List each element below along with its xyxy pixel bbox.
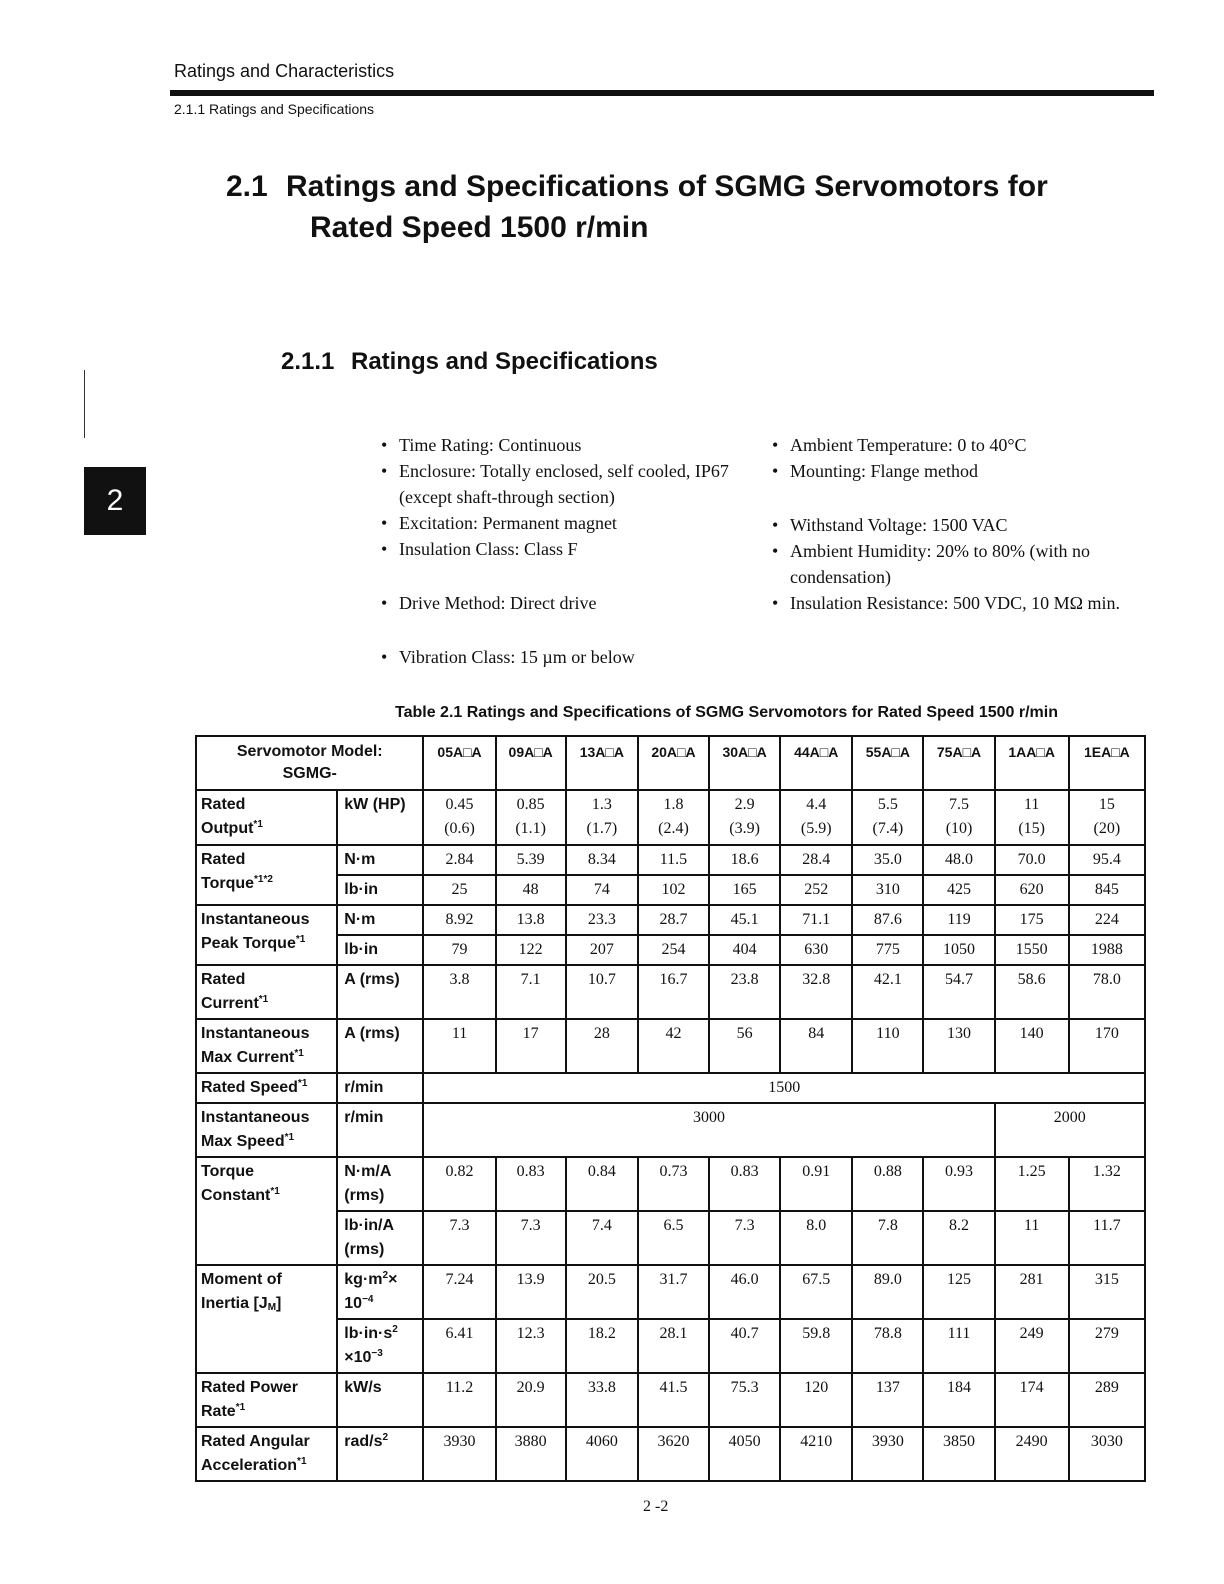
value-cell: 28.1 [638, 1319, 709, 1373]
unit-label: N·m/A [344, 1163, 392, 1180]
section-number: 2.1 [226, 170, 268, 203]
value-cell: 620 [995, 875, 1069, 905]
value-kw: 5.5 [877, 796, 898, 813]
bullet-ambient-humidity: • Ambient Humidity: 20% to 80% (with no condensation) [772, 538, 1132, 590]
value-cell: 8.0 [780, 1211, 852, 1265]
unit-cell [337, 845, 423, 875]
footnote-mark: *1 [295, 934, 306, 945]
value-cell: 23.8 [709, 965, 780, 1019]
value-cell: 2490 [995, 1427, 1069, 1481]
subsection-title-text: Ratings and Specifications [351, 348, 658, 375]
value-cell: 2.84 [423, 845, 495, 875]
unit-label: rad/s [344, 1433, 383, 1450]
value-cell: 48 [496, 875, 566, 905]
unit-label-line2: (rms) [344, 1187, 385, 1204]
value-cell: 845 [1069, 875, 1145, 905]
column-header-model: 05A□A [423, 736, 495, 790]
value-cell: 775 [852, 935, 923, 965]
unit-cell [337, 790, 423, 845]
value-cell: 140 [995, 1019, 1069, 1073]
header-rule [170, 90, 1154, 96]
value-cell: 110 [852, 1019, 923, 1073]
row-label-line2: Max Speed [201, 1133, 285, 1150]
value-cell: 119 [923, 905, 994, 935]
value-cell [709, 790, 780, 845]
value-cell: 310 [852, 875, 923, 905]
value-cell: 7.8 [852, 1211, 923, 1265]
unit-cell [337, 1373, 423, 1427]
value-cell: 17 [496, 1019, 566, 1073]
value-cell: 84 [780, 1019, 852, 1073]
footnote-mark: *1 [297, 1456, 307, 1467]
row-label-line1: Instantaneous [201, 1025, 310, 1042]
footnote-mark: *1 [270, 1186, 280, 1197]
column-header-model: 44A□A [780, 736, 852, 790]
value-cell: 5.39 [496, 845, 566, 875]
value-cell: 23.3 [566, 905, 638, 935]
value-kw: 0.45 [445, 796, 474, 813]
value-kw: 1.3 [591, 796, 612, 813]
unit-cell [337, 1427, 423, 1481]
value-cell: 45.1 [709, 905, 780, 935]
value-cell: 7.3 [423, 1211, 495, 1265]
bullet-excitation: • Excitation: Permanent magnet [381, 510, 741, 536]
row-label-line1: Torque [201, 1163, 255, 1180]
row-label-rated_current [196, 965, 337, 1019]
value-cell: 6.5 [638, 1211, 709, 1265]
value-cell: 11.5 [638, 845, 709, 875]
row-label-torque_constant [196, 1157, 337, 1265]
value-hp: (15) [1018, 820, 1045, 837]
value-cell: 137 [852, 1373, 923, 1427]
value-cell: 3930 [423, 1427, 495, 1481]
value-cell: 170 [1069, 1019, 1145, 1073]
value-cell: 207 [566, 935, 638, 965]
value-cell: 224 [1069, 905, 1145, 935]
column-header-model: 1AA□A [995, 736, 1069, 790]
value-hp: (1.7) [586, 820, 618, 837]
value-cell: 78.0 [1069, 965, 1145, 1019]
row-label-line2: Inertia [J [201, 1295, 268, 1312]
row-label-line2: Acceleration [201, 1457, 298, 1474]
value-cell: 71.1 [780, 905, 852, 935]
row-label-line2: Torque [201, 875, 255, 892]
value-kw: 7.5 [949, 796, 970, 813]
value-cell: 89.0 [852, 1265, 923, 1319]
column-header-model: 55A□A [852, 736, 923, 790]
footnote-mark: *1 [297, 1078, 308, 1089]
value-cell: 8.34 [566, 845, 638, 875]
value-cell: 3.8 [423, 965, 495, 1019]
row-label-rated_speed [196, 1073, 337, 1103]
value-cell: 122 [496, 935, 566, 965]
value-cell: 4210 [780, 1427, 852, 1481]
value-cell: 0.88 [852, 1157, 923, 1211]
row-label-rated_output [196, 790, 337, 845]
row-label-line1: Rated Angular [201, 1433, 310, 1450]
value-cell: 175 [995, 905, 1069, 935]
spec-bullets-left [381, 432, 741, 670]
value-cell: 8.2 [923, 1211, 994, 1265]
unit-label-line2: 10 [344, 1295, 363, 1312]
unit-sup: −3 [371, 1348, 383, 1359]
value-cell: 120 [780, 1373, 852, 1427]
value-cell: 289 [1069, 1373, 1145, 1427]
value-cell: 0.84 [566, 1157, 638, 1211]
value-cell: 16.7 [638, 965, 709, 1019]
value-cell: 8.92 [423, 905, 495, 935]
row-label-line1: Instantaneous [201, 911, 310, 928]
value-cell: 41.5 [638, 1373, 709, 1427]
value-cell: 40.7 [709, 1319, 780, 1373]
bullet-drive-method: • Drive Method: Direct drive [381, 590, 741, 616]
value-cell [780, 790, 852, 845]
unit-label: N·m [344, 911, 376, 928]
section-title-line1: Ratings and Specifications of SGMG Servomotors for [286, 170, 1048, 203]
bullet-vibration-class: • Vibration Class: 15 µm or below [381, 644, 741, 670]
row-label-line1: Rated [201, 796, 246, 813]
value-cell: 25 [423, 875, 495, 905]
value-kw: 4.4 [806, 796, 827, 813]
value-hp: (20) [1093, 820, 1121, 837]
bullet-time-rating: • Time Rating: Continuous [381, 432, 741, 458]
value-cell [638, 790, 709, 845]
value-cell: 28.4 [780, 845, 852, 875]
value-cell: 42 [638, 1019, 709, 1073]
unit-label: r/min [344, 1109, 384, 1126]
value-cell: 18.2 [566, 1319, 638, 1373]
footnote-mark: *1 [235, 1402, 246, 1413]
unit-cell [337, 1211, 423, 1265]
value-cell: 130 [923, 1019, 994, 1073]
spec-bullets-right [772, 432, 1132, 616]
value-cell: 18.6 [709, 845, 780, 875]
value-cell: 28 [566, 1019, 638, 1073]
unit-label: kW (HP) [344, 796, 406, 813]
bullet-mounting: • Mounting: Flange method [772, 458, 1132, 484]
value-cell: 0.82 [423, 1157, 495, 1211]
unit-cell [337, 1265, 423, 1319]
ratings-table [195, 735, 1146, 1482]
value-cell: 3620 [638, 1427, 709, 1481]
column-header-model: 09A□A [496, 736, 566, 790]
footnote-mark: *1 [284, 1132, 295, 1143]
row-label-line1: Instantaneous [201, 1109, 310, 1126]
value-cell: 3850 [923, 1427, 994, 1481]
unit-label: kW/s [344, 1379, 382, 1396]
row-label-max_current [196, 1019, 337, 1073]
value-cell: 48.0 [923, 845, 994, 875]
page-number: 2 -2 [643, 1498, 669, 1515]
row-label-line1: Rated Power [201, 1379, 298, 1396]
unit-label: kg·m [344, 1271, 383, 1288]
value-cell [923, 790, 994, 845]
column-header-model: 13A□A [566, 736, 638, 790]
value-cell: 59.8 [780, 1319, 852, 1373]
footnote-mark: *1*2 [254, 874, 273, 885]
row-label-max_speed [196, 1103, 337, 1157]
value-cell: 0.93 [923, 1157, 994, 1211]
row-label-inertia [196, 1265, 337, 1373]
row-label-line2: Output [201, 820, 254, 837]
value-cell: 35.0 [852, 845, 923, 875]
value-cell: 46.0 [709, 1265, 780, 1319]
subsection-number: 2.1.1 [281, 348, 335, 375]
value-cell: 33.8 [566, 1373, 638, 1427]
value-cell: 315 [1069, 1265, 1145, 1319]
row-label-line2: Constant [201, 1187, 271, 1204]
value-cell: 249 [995, 1319, 1069, 1373]
unit-sup: 2 [382, 1432, 389, 1443]
value-cell: 67.5 [780, 1265, 852, 1319]
unit-label: A (rms) [344, 971, 400, 988]
bullet-withstand-voltage: • Withstand Voltage: 1500 VAC [772, 512, 1132, 538]
value-cell: 11.2 [423, 1373, 495, 1427]
value-cell: 4050 [709, 1427, 780, 1481]
value-cell: 11.7 [1069, 1211, 1145, 1265]
model-header-line1: Servomotor Model: [236, 743, 383, 760]
bullet-enclosure: • Enclosure: Totally enclosed, self cooled, IP67 (except shaft-through section) [381, 458, 741, 510]
value-cell: 95.4 [1069, 845, 1145, 875]
value-cell: 279 [1069, 1319, 1145, 1373]
value-cell: 75.3 [709, 1373, 780, 1427]
value-cell: 20.9 [496, 1373, 566, 1427]
value-cell: 102 [638, 875, 709, 905]
value-cell: 0.83 [709, 1157, 780, 1211]
value-cell: 87.6 [852, 905, 923, 935]
value-cell: 1.32 [1069, 1157, 1145, 1211]
unit-cell [337, 1019, 423, 1073]
unit-label: lb·in/A [344, 1217, 395, 1234]
value-cell: 7.3 [496, 1211, 566, 1265]
value-hp: (2.4) [658, 820, 689, 837]
value-cell-max-speed-b: 2000 [995, 1103, 1145, 1157]
row-label-line1: Rated Speed [201, 1079, 298, 1096]
value-cell: 281 [995, 1265, 1069, 1319]
section-title [226, 166, 1048, 248]
value-cell: 0.73 [638, 1157, 709, 1211]
value-cell: 1050 [923, 935, 994, 965]
model-header [196, 736, 423, 790]
footnote-mark: *1 [258, 994, 269, 1005]
value-cell: 1550 [995, 935, 1069, 965]
row-label-line2: Current [201, 995, 259, 1012]
value-cell: 1.25 [995, 1157, 1069, 1211]
value-cell [1069, 790, 1145, 845]
chapter-tab: 2 [84, 467, 146, 535]
value-cell: 1988 [1069, 935, 1145, 965]
value-hp: (7.4) [872, 820, 904, 837]
value-cell: 54.7 [923, 965, 994, 1019]
unit-label: lb·in [344, 881, 379, 898]
model-header-line2: SGMG- [282, 765, 337, 782]
running-header: Ratings and Characteristics [174, 61, 395, 81]
value-cell: 425 [923, 875, 994, 905]
row-label-end: ] [276, 1295, 282, 1312]
unit-cell [337, 935, 423, 965]
unit-label: r/min [344, 1079, 384, 1096]
value-cell: 12.3 [496, 1319, 566, 1373]
footnote-mark: *1 [294, 1048, 304, 1059]
value-cell: 10.7 [566, 965, 638, 1019]
bullet-ambient-temperature: • Ambient Temperature: 0 to 40°C [772, 432, 1132, 458]
unit-times: × [388, 1271, 398, 1288]
value-cell: 70.0 [995, 845, 1069, 875]
value-hp: (3.9) [729, 820, 760, 837]
value-cell [423, 790, 495, 845]
value-cell: 11 [423, 1019, 495, 1073]
row-label-subscript: M [267, 1302, 277, 1313]
value-cell: 0.83 [496, 1157, 566, 1211]
row-label-rated_torque [196, 845, 337, 905]
value-cell: 7.3 [709, 1211, 780, 1265]
value-cell: 3030 [1069, 1427, 1145, 1481]
value-cell: 58.6 [995, 965, 1069, 1019]
footnote-mark: *1 [253, 819, 263, 830]
unit-sup: 2 [382, 1270, 389, 1281]
value-hp: (1.1) [515, 820, 546, 837]
value-hp: (10) [945, 820, 973, 837]
value-cell: 4060 [566, 1427, 638, 1481]
value-kw: 15 [1098, 796, 1115, 813]
section-title-line2: Rated Speed 1500 r/min [310, 211, 649, 244]
value-hp: (0.6) [444, 820, 475, 837]
column-header-model: 75A□A [923, 736, 994, 790]
value-cell: 32.8 [780, 965, 852, 1019]
value-cell: 20.5 [566, 1265, 638, 1319]
value-kw: 0.85 [516, 796, 545, 813]
value-cell [566, 790, 638, 845]
bullet-insulation-resistance: • Insulation Resistance: 500 VDC, 10 MΩ min. [772, 590, 1132, 616]
subsection-path: 2.1.1 Ratings and Specifications [174, 101, 375, 117]
value-cell: 7.24 [423, 1265, 495, 1319]
value-cell: 56 [709, 1019, 780, 1073]
value-cell: 11 [995, 1211, 1069, 1265]
unit-cell [337, 965, 423, 1019]
unit-cell [337, 1103, 423, 1157]
value-cell: 13.9 [496, 1265, 566, 1319]
value-cell: 42.1 [852, 965, 923, 1019]
unit-label: A (rms) [344, 1025, 400, 1042]
value-cell: 111 [923, 1319, 994, 1373]
unit-sup: −4 [362, 1294, 374, 1305]
subsection-title [281, 348, 658, 376]
value-cell: 404 [709, 935, 780, 965]
value-cell-max-speed-a: 3000 [423, 1103, 994, 1157]
value-cell: 13.8 [496, 905, 566, 935]
value-cell: 125 [923, 1265, 994, 1319]
value-cell: 31.7 [638, 1265, 709, 1319]
column-header-model: 20A□A [638, 736, 709, 790]
value-cell: 184 [923, 1373, 994, 1427]
bullet-insulation-class: • Insulation Class: Class F [381, 536, 741, 562]
unit-sup: 2 [392, 1324, 398, 1335]
value-cell: 79 [423, 935, 495, 965]
value-cell [852, 790, 923, 845]
row-label-line1: Rated [201, 971, 246, 988]
value-kw: 11 [1023, 796, 1040, 813]
unit-cell [337, 1073, 423, 1103]
row-label-line2: Peak Torque [201, 935, 296, 952]
value-cell: 78.8 [852, 1319, 923, 1373]
unit-cell [337, 905, 423, 935]
row-label-line2: Max Current [201, 1049, 295, 1066]
value-cell [995, 790, 1069, 845]
unit-label: N·m [344, 851, 376, 868]
value-cell: 252 [780, 875, 852, 905]
value-cell: 28.7 [638, 905, 709, 935]
value-cell: 6.41 [423, 1319, 495, 1373]
table-caption: Table 2.1 Ratings and Specifications of SGMG Servomotors for Rated Speed 1500 r/min [395, 704, 1058, 721]
value-kw: 1.8 [663, 796, 684, 813]
value-cell: 174 [995, 1373, 1069, 1427]
value-cell: 254 [638, 935, 709, 965]
margin-change-bar [84, 370, 85, 438]
value-cell: 0.91 [780, 1157, 852, 1211]
value-kw: 2.9 [734, 796, 755, 813]
value-cell: 74 [566, 875, 638, 905]
column-header-model: 30A□A [709, 736, 780, 790]
value-cell-rated-speed: 1500 [423, 1073, 1145, 1103]
value-cell: 7.1 [496, 965, 566, 1019]
value-cell: 7.4 [566, 1211, 638, 1265]
unit-label: lb·in [344, 941, 379, 958]
unit-cell [337, 1157, 423, 1211]
value-hp: (5.9) [800, 820, 832, 837]
unit-label-line2: (rms) [344, 1241, 385, 1258]
row-label-line1: Rated [201, 851, 246, 868]
unit-label-line2: ×10 [344, 1349, 372, 1366]
row-label-line1: Moment of [201, 1271, 282, 1288]
row-label-line2: Rate [201, 1403, 236, 1420]
unit-label: lb·in·s [344, 1325, 393, 1342]
unit-cell [337, 875, 423, 905]
row-label-power_rate [196, 1373, 337, 1427]
row-label-peak_torque [196, 905, 337, 965]
unit-cell [337, 1319, 423, 1373]
row-label-angular_accel [196, 1427, 337, 1481]
value-cell: 3930 [852, 1427, 923, 1481]
value-cell: 165 [709, 875, 780, 905]
value-cell: 630 [780, 935, 852, 965]
column-header-model: 1EA□A [1069, 736, 1145, 790]
value-cell: 3880 [496, 1427, 566, 1481]
value-cell [496, 790, 566, 845]
